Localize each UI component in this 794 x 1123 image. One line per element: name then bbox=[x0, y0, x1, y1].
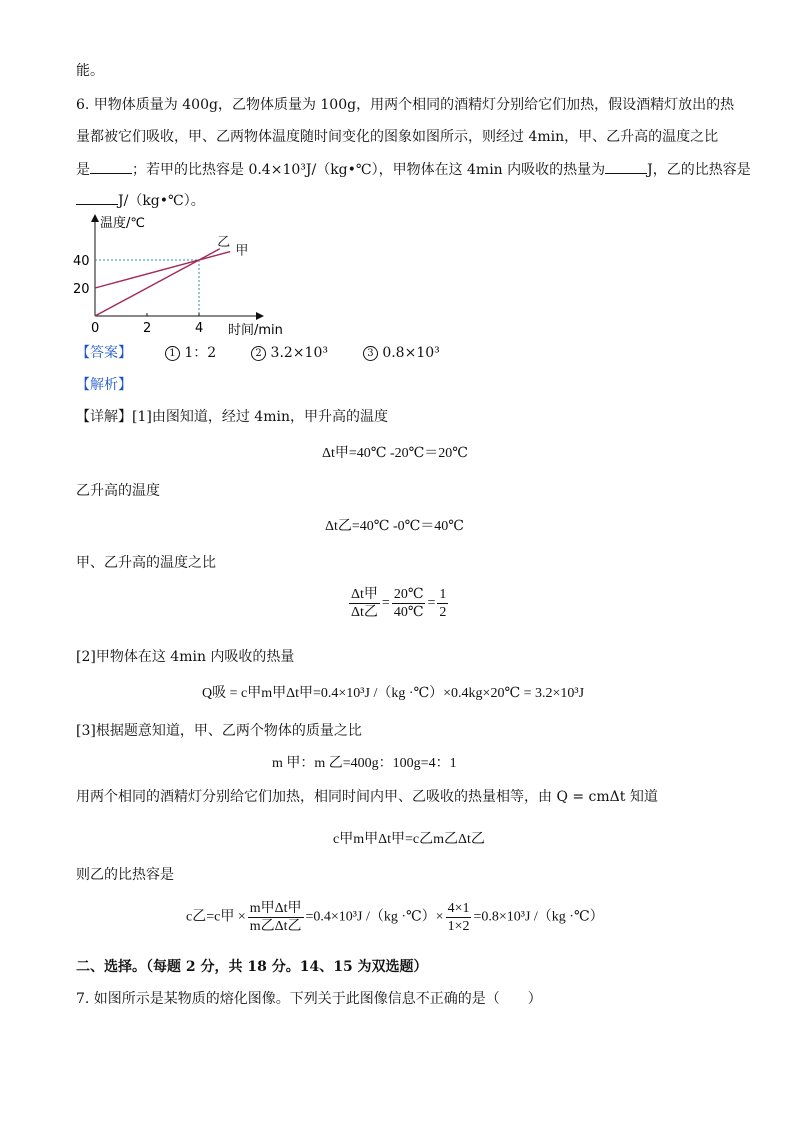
eq3-den-3: 2 bbox=[439, 605, 447, 620]
equation-6: c甲m甲Δt甲=c乙m乙Δt乙 bbox=[333, 832, 485, 847]
answer-1: 1：2 bbox=[184, 345, 217, 361]
series-line-2 bbox=[95, 252, 230, 288]
temperature-time-chart bbox=[70, 210, 300, 338]
q6-line3 bbox=[76, 160, 751, 179]
q6-line3b: ；若甲的比热容是 0.4×10³J/（kg•℃），甲物体在这 4min 内吸收的热量为 bbox=[132, 162, 606, 178]
answer-blank-2[interactable] bbox=[605, 160, 647, 174]
answer-line bbox=[76, 344, 440, 362]
analysis-label: 【解析】 bbox=[76, 377, 132, 393]
detail-line-2: 乙升高的温度 bbox=[76, 483, 160, 499]
eq7-num-2: 4×1 bbox=[447, 901, 470, 916]
q6-line4 bbox=[76, 191, 205, 210]
eq3-num-2: 20℃ bbox=[393, 587, 424, 602]
section-2-heading: 二、选择。（每题 2 分，共 18 分。14、15 为双选题） bbox=[76, 959, 428, 975]
answer-3: 0.8×10³ bbox=[382, 345, 440, 361]
eq7-den-2: 1×2 bbox=[447, 919, 470, 934]
answer-number-3: 3 bbox=[363, 346, 378, 361]
detail-line-5: [3]根据题意知道，甲、乙两个物体的质量之比 bbox=[76, 723, 362, 739]
series-label-1: 乙 bbox=[217, 235, 231, 250]
y-tick-40: 40 bbox=[73, 254, 90, 269]
eq7-mid: =0.4×10³J /（kg ·℃）× bbox=[305, 909, 444, 925]
answer-number-2: 2 bbox=[251, 346, 266, 361]
detail-line-4: [2]甲物体在这 4min 内吸收的热量 bbox=[76, 649, 295, 665]
equation-2: Δt乙=40℃ -0℃＝40℃ bbox=[325, 519, 464, 534]
q6-line1: 6. 甲物体质量为 400g，乙物体质量为 100g，用两个相同的酒精灯分别给它们加热，假设酒精灯放出的热 bbox=[76, 97, 735, 113]
q6-line2: 量都被它们吸收，甲、乙两物体温度随时间变化的图象如图所示，则经过 4min，甲、乙升高的温度之比 bbox=[76, 129, 719, 145]
eq3-den-2: 40℃ bbox=[393, 605, 424, 620]
y-axis-label: 温度/℃ bbox=[100, 216, 145, 231]
eq7-den-1: m乙Δt乙 bbox=[249, 919, 302, 934]
eq3-num-1: Δt甲 bbox=[351, 587, 378, 602]
equation-4: Q吸 = c甲m甲Δt甲=0.4×10³J /（kg ·℃）×0.4kg×20℃ = 3.2×10³J bbox=[202, 686, 585, 701]
detail-line-3: 甲、乙升高的温度之比 bbox=[76, 555, 216, 571]
x-axis-label: 时间/min bbox=[228, 323, 283, 338]
answer-number-1: 1 bbox=[165, 346, 180, 361]
x-tick-2: 2 bbox=[143, 321, 152, 336]
q6-line3c: J，乙的比热容是 bbox=[647, 162, 751, 178]
eq7-left: c乙=c甲 × bbox=[186, 909, 246, 925]
equation-1: Δt甲=40℃ -20℃＝20℃ bbox=[322, 446, 468, 461]
x-tick-4: 4 bbox=[195, 321, 204, 336]
eq7-num-1: m甲Δt甲 bbox=[249, 901, 302, 916]
eq3-num-3: 1 bbox=[439, 587, 447, 602]
detail-line-1 bbox=[76, 408, 388, 426]
detail-text-1: [1]由图知道，经过 4min，甲升高的温度 bbox=[132, 409, 388, 425]
q7-text: 7. 如图所示是某物质的熔化图像。下列关于此图像信息不正确的是（ ） bbox=[76, 991, 542, 1007]
equation-5: m 甲：m 乙=400g：100g=4：1 bbox=[272, 756, 457, 771]
answer-2: 3.2×10³ bbox=[270, 345, 328, 361]
q6-line3a: 是 bbox=[76, 162, 90, 178]
answer-blank-3[interactable] bbox=[76, 191, 118, 205]
series-label-2: 甲 bbox=[235, 243, 249, 259]
q6-line4-text: J/（kg•℃）。 bbox=[118, 193, 205, 209]
equation-7 bbox=[186, 900, 604, 935]
eq7-right: =0.8×10³J /（kg ·℃） bbox=[473, 909, 604, 925]
answer-blank-1[interactable] bbox=[90, 160, 132, 174]
detail-line-6: 用两个相同的酒精灯分别给它们加热，相同时间内甲、乙吸收的热量相等，由 Q = cmΔt 知道 bbox=[76, 789, 658, 805]
paragraph-tail: 能。 bbox=[76, 63, 104, 79]
detail-label: 【详解】 bbox=[76, 409, 132, 425]
detail-line-7: 则乙的比热容是 bbox=[76, 867, 174, 883]
y-tick-20: 20 bbox=[73, 282, 90, 297]
eq3-den-1: Δt乙 bbox=[351, 605, 378, 620]
equation-3: $\frac{\text{Δt甲}}{\text{Δt乙}}$ = $\frac{20℃}{40℃}$ = $\frac{1}{2}$ bbox=[351, 587, 447, 620]
x-tick-0: 0 bbox=[91, 321, 100, 336]
answer-label: 【答案】 bbox=[76, 345, 132, 361]
